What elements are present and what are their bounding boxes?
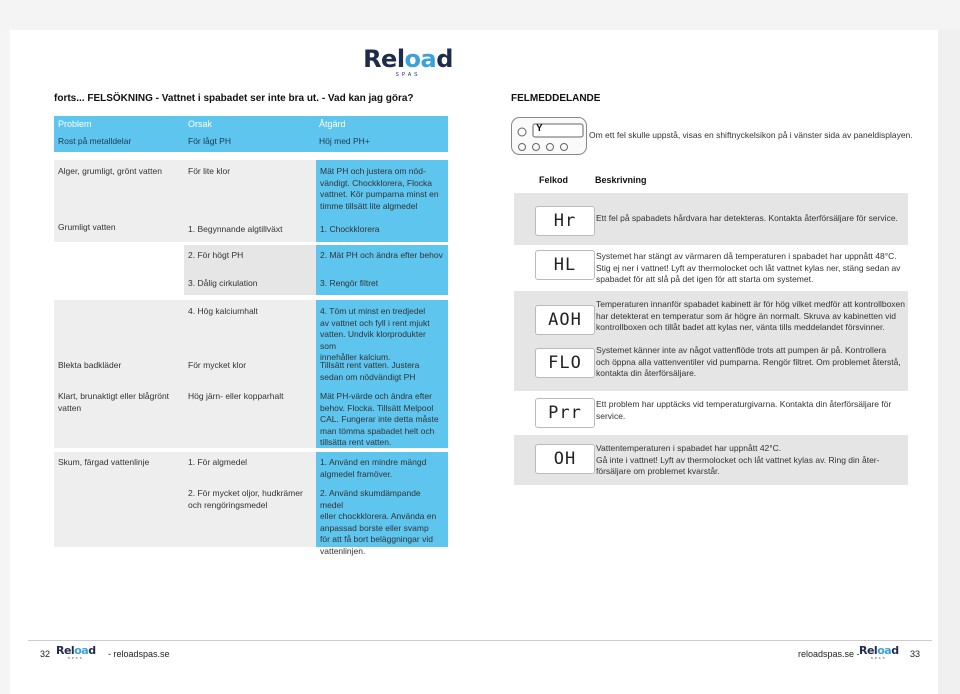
error-code-display: Prr: [535, 398, 595, 428]
table-cell-cause: 2. För högt PH: [188, 250, 244, 260]
footer-divider-right: [480, 640, 932, 641]
footer-logo-left: Reload SPAS: [56, 644, 96, 660]
table-cell-action: 1. Använd en mindre mängd algmedel framöver.: [320, 457, 427, 479]
table-cell-action: Mät PH-värde och ändra efter behov. Flocka. Tillsätt Melpool CAL. Fungerar inte detta måste man tömma spabadet helt och tillsätta rent vatten.: [320, 391, 439, 447]
table-cell-action: Höj med PH+: [315, 133, 448, 152]
table-cell-problem: Blekta badkläder: [58, 360, 122, 370]
error-code-display: OH: [535, 444, 595, 474]
error-description: Vattentemperaturen i spabadet har uppnått 42°C. Gå inte i vattnet! Lyft av thermolocket och låt vattnet kylas av. Ring din åter- försäljare om problemet kvarstår.: [596, 443, 880, 476]
brand-logo: Reload SPAS: [363, 44, 453, 78]
footer-site-left: - reloadspas.se: [108, 649, 170, 659]
page-edge-right: [938, 0, 960, 694]
error-header-desc: Beskrivning: [595, 175, 647, 185]
table-cell-action: Tillsätt rent vatten. Justera sedan om nödvändigt PH: [320, 360, 420, 382]
error-description: Ett problem har upptäcks vid temperaturgivarna. Kontakta din återförsäljare för service.: [596, 399, 892, 421]
table-cell-action: 2. Mät PH och ändra efter behov: [320, 250, 443, 260]
error-description: Temperaturen innanför spabadet kabinett är för hög vilket medför att kontrollboxen har detekterat en temperatur som är högre än normalt. Skruva av kabinetten vid kontrollboxen och tillåt badet att kylas ner, vänta tills meddelandet försvinner.: [596, 299, 906, 332]
table-cell-action: Mät PH och justera om nöd- vändigt. Chockklorera, Flocka vattnet. Kör pumparna minst en timme tillsätt lite algmedel: [320, 166, 439, 211]
table-cell-action: 1. Chockklorera: [320, 224, 380, 234]
error-description: Systemet har stängt av värmaren då temperaturen i spabadet har uppnått 48°C. Stig ej ner i vattnet! Lyft av thermolocket och låt vattnet kylas ner, stäng sedan av spabadet för att slå på det igen för att starta om systemet.: [596, 251, 901, 284]
footer-divider-left: [28, 640, 480, 641]
table-cell-problem: Klart, brunaktigt eller blågrönt vatten: [58, 391, 170, 413]
error-code-display: Hr: [535, 206, 595, 236]
error-code-display: FLO: [535, 348, 595, 378]
page-top-strip: [0, 0, 960, 30]
error-code-display: AOH: [535, 305, 595, 335]
table-cell-cause: 3. Dålig cirkulation: [188, 278, 258, 288]
table-cell-action: 3. Rengör filtret: [320, 278, 379, 288]
panel-intro-text: Om ett fel skulle uppstå, visas en shiftnyckelsikon på i vänster sida av paneldisplayen.: [589, 130, 913, 140]
table-cell-action: 4. Töm ut minst en tredjedel av vattnet och fyll i rent mjukt vatten. Undvik klorprodukter som innehåller kalcium.: [320, 306, 430, 362]
table-header-cause: Orsak: [184, 116, 315, 133]
panel-display-symbol: Y: [536, 123, 543, 134]
error-section-title: FELMEDDELANDE: [511, 93, 601, 104]
control-panel-illustration: [511, 117, 587, 155]
page-edge-left: [0, 0, 10, 694]
error-description: Systemet känner inte av något vattenflöde trots att pumpen är på. Kontrollera och öppna alla vattenventiler vid pumparna. Rengör filtret. Om problemet återstå, kontakta din återförsäljare.: [596, 345, 901, 378]
error-description: Ett fel på spabadets hårdvara har detekteras. Kontakta återförsäljare för service.: [596, 213, 898, 223]
footer-site-right: reloadspas.se -: [798, 649, 860, 659]
footer-logo-right: Reload SPAS: [859, 644, 899, 660]
table-cell-cause: 4. Hög kalciumhalt: [188, 306, 258, 316]
table-cell-cause: För mycket klor: [188, 360, 247, 370]
table-cell-action: 2. Använd skumdämpande medel eller chockklorera. Använda en anpassad borste eller svamp för att få bort beläggningar vid vattenlinjen.: [320, 488, 437, 556]
table-header-action: Åtgärd: [315, 116, 448, 133]
table-cell-cause: Hög järn- eller kopparhalt: [188, 391, 284, 401]
table-cell-cause: 1. För algmedel: [188, 457, 248, 467]
table-cell-cause: För lite klor: [188, 166, 231, 176]
table-cell-cause: 2. För mycket oljor, hudkrämer och rengöringsmedel: [188, 488, 303, 510]
page-number-right: 33: [910, 649, 921, 659]
page-title: forts... FELSÖKNING - Vattnet i spabadet ser inte bra ut. - Vad kan jag göra?: [54, 93, 414, 104]
table-cell-cause: 1. Begynnande algtillväxt: [188, 224, 283, 234]
table-header-problem: Problem: [54, 116, 184, 133]
table-cell-problem: Skum, färgad vattenlinje: [58, 457, 150, 467]
table-cell-problem: Rost på metalldelar: [54, 133, 184, 152]
table-cell-problem: Grumligt vatten: [58, 222, 116, 232]
error-code-display: HL: [535, 250, 595, 280]
table-cell-cause: För lågt PH: [184, 133, 315, 152]
table-cell-problem: Alger, grumligt, grönt vatten: [58, 166, 162, 176]
error-header-code: Felkod: [539, 175, 569, 185]
page-number-left: 32: [40, 649, 51, 659]
